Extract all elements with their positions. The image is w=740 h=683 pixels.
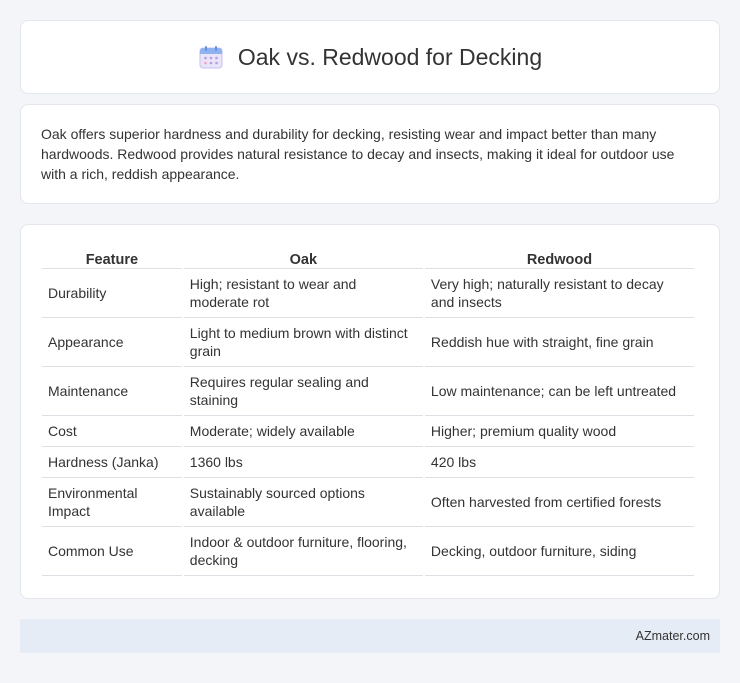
feature-cell: Environmental Impact	[42, 478, 182, 527]
table-row	[42, 447, 694, 478]
oak-cell: Light to medium brown with distinct grain	[184, 318, 423, 367]
redwood-cell: Low maintenance; can be left untreated	[425, 367, 694, 416]
intro-card	[20, 104, 720, 204]
footer	[20, 619, 720, 653]
header-oak: Oak	[184, 245, 423, 269]
oak-cell: High; resistant to wear and moderate rot	[184, 269, 423, 318]
feature-cell: Appearance	[42, 318, 182, 367]
redwood-cell: Very high; naturally resistant to decay and insects	[425, 269, 694, 318]
oak-cell: Requires regular sealing and staining	[184, 367, 423, 416]
comparison-card	[20, 224, 720, 599]
oak-cell: Moderate; widely available	[184, 416, 423, 447]
header-feature: Feature	[42, 245, 182, 269]
header-redwood: Redwood	[425, 245, 694, 269]
calendar-icon	[198, 44, 224, 70]
feature-cell: Hardness (Janka)	[42, 447, 182, 478]
footer-brand[interactable]: AZmater.com	[635, 629, 710, 643]
feature-cell: Durability	[42, 269, 182, 318]
page-title: Oak vs. Redwood for Decking	[237, 43, 543, 70]
redwood-cell: Often harvested from certified forests	[425, 478, 694, 527]
redwood-cell: 420 lbs	[425, 447, 694, 478]
table-row	[42, 527, 694, 576]
feature-cell: Common Use	[42, 527, 182, 576]
table-row	[42, 367, 694, 416]
feature-cell: Cost	[42, 416, 182, 447]
intro-text: Oak offers superior hardness and durability for decking, resisting wear and impact better than many hardwoods. Redwood provides natural resistance to decay and insects, making it ideal for outdoor use with a rich, reddish appearance.	[41, 126, 675, 182]
table-row	[42, 318, 694, 367]
oak-cell: 1360 lbs	[184, 447, 423, 478]
table-header-row	[42, 245, 694, 269]
table-row	[42, 416, 694, 447]
comparison-table	[40, 245, 696, 576]
table-row	[42, 269, 694, 318]
title-card	[20, 20, 720, 94]
oak-cell: Indoor & outdoor furniture, flooring, decking	[184, 527, 423, 576]
feature-cell: Maintenance	[42, 367, 182, 416]
table-row	[42, 478, 694, 527]
redwood-cell: Decking, outdoor furniture, siding	[425, 527, 694, 576]
redwood-cell: Reddish hue with straight, fine grain	[425, 318, 694, 367]
oak-cell: Sustainably sourced options available	[184, 478, 423, 527]
redwood-cell: Higher; premium quality wood	[425, 416, 694, 447]
